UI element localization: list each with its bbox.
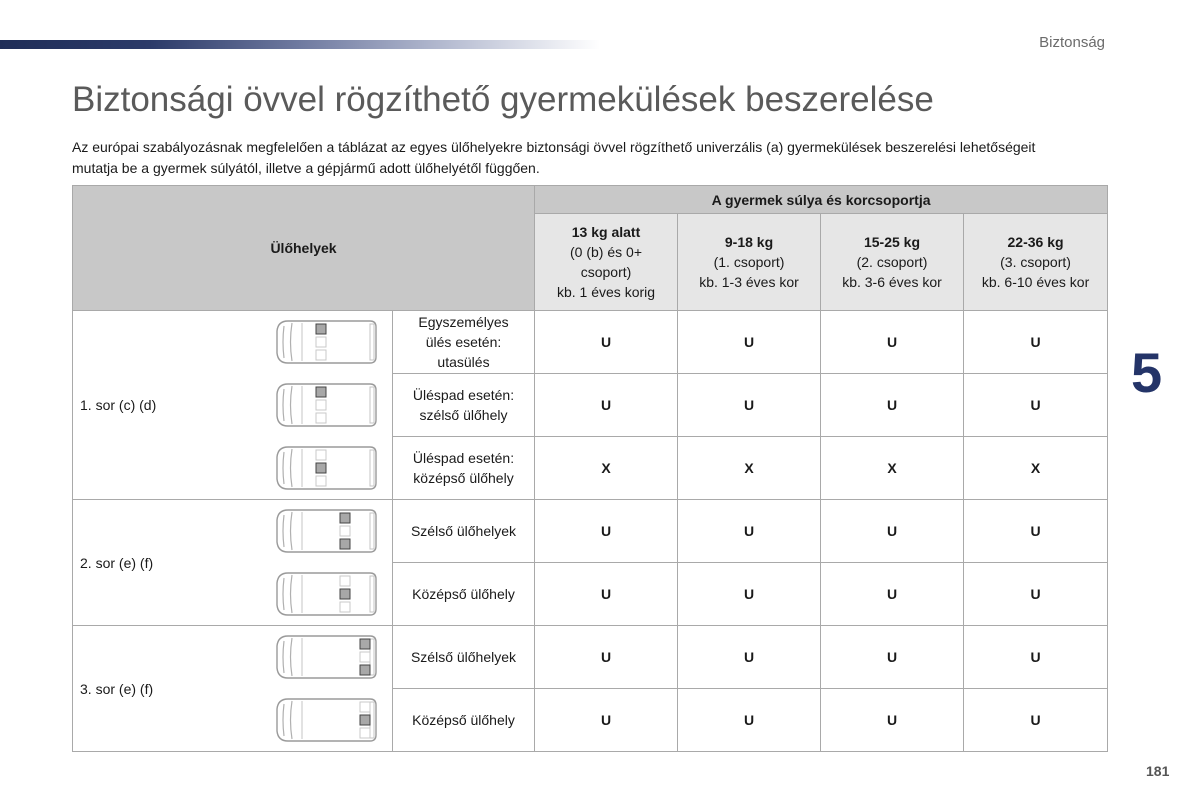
seat-row-label: 3. sor (e) (f) (80, 680, 154, 697)
section-name: Biztonság (1039, 34, 1105, 51)
suitability-value: X (678, 437, 821, 500)
seat-position-line: középső ülőhely (413, 470, 514, 486)
suitability-value: U (678, 626, 821, 689)
suitability-value: U (678, 311, 821, 374)
seat-row-label: 2. sor (e) (f) (80, 554, 154, 571)
weight-range: 9-18 kg (724, 234, 774, 250)
weight-column-header (535, 214, 678, 311)
child-seat-table (72, 185, 1108, 752)
table-row (73, 311, 1108, 374)
weight-column-note: kb. 1-3 éves kor (699, 274, 799, 290)
suitability-value: U (821, 563, 964, 626)
suitability-value: U (535, 311, 678, 374)
seat-position-line: utasülés (437, 354, 490, 370)
suitability-value: U (821, 626, 964, 689)
seat-row-group (73, 500, 393, 626)
page-title: Biztonsági övvel rögzíthető gyermekülések beszerelése (72, 80, 934, 119)
seat-position-line: Szélső ülőhelyek (410, 649, 517, 665)
weight-column-header (964, 214, 1108, 311)
suitability-value: U (964, 500, 1108, 563)
seat-position-description (393, 437, 535, 500)
car-diagram (274, 317, 378, 367)
seat-position-description (393, 311, 535, 374)
weight-column-note: (3. csoport) (1000, 254, 1071, 270)
suitability-value: U (535, 689, 678, 752)
seat-row-label: 1. sor (c) (d) (80, 397, 157, 413)
seat-position-line: Egyszemélyes (418, 314, 509, 330)
suitability-value: X (535, 437, 678, 500)
car-seat-diagram-icon (274, 506, 378, 556)
suitability-value: U (964, 374, 1108, 437)
seat-position-description (393, 689, 535, 752)
intro-paragraph: Az európai szabályozásnak megfelelően a táblázat az egyes ülőhelyekre biztonsági övvel rögzíthető univerzális (a) gyermekülések beszerelési lehetőségeit mutatja be a gyermek súlyától, illetve a gépjármű adott ülőhelyétől függően. (72, 139, 1036, 176)
seat-row-group (73, 626, 393, 752)
suitability-value: U (964, 626, 1108, 689)
weight-header: A gyermek súlya és korcsoportja (535, 186, 1108, 214)
seat-position-description (393, 563, 535, 626)
suitability-value: X (964, 437, 1108, 500)
weight-column-note: (2. csoport) (856, 254, 928, 270)
seat-position-line: Üléspad esetén: (412, 450, 515, 466)
seat-position-line: Középső ülőhely (412, 712, 515, 728)
car-diagram (274, 506, 378, 556)
weight-range: 13 kg alatt (571, 224, 641, 240)
table-row (73, 500, 1108, 563)
weight-column-note: csoport) (580, 264, 632, 280)
seat-position-line: Üléspad esetén: (412, 387, 515, 403)
weight-column-note: (0 (b) és 0+ (570, 244, 642, 260)
seats-header: Ülőhelyek (73, 186, 535, 311)
suitability-value: U (821, 689, 964, 752)
suitability-value: U (964, 563, 1108, 626)
suitability-value: U (678, 689, 821, 752)
suitability-value: U (821, 374, 964, 437)
suitability-value: U (678, 374, 821, 437)
weight-column-note: (1. csoport) (713, 254, 785, 270)
weight-column-header (678, 214, 821, 311)
seat-position-description (393, 500, 535, 563)
suitability-value: U (678, 500, 821, 563)
suitability-value: U (535, 374, 678, 437)
weight-column-note: kb. 3-6 éves kor (842, 274, 942, 290)
car-seat-diagram-icon (274, 632, 378, 682)
car-diagram (274, 695, 378, 745)
suitability-value: X (821, 437, 964, 500)
weight-range: 15-25 kg (863, 234, 921, 250)
seat-position-description (393, 626, 535, 689)
page-number: 181 (1146, 763, 1170, 779)
car-diagram (274, 380, 378, 430)
weight-column-header (821, 214, 964, 311)
car-seat-diagram-icon (274, 380, 378, 430)
suitability-value: U (535, 563, 678, 626)
suitability-value: U (821, 311, 964, 374)
suitability-value: U (964, 689, 1108, 752)
car-seat-diagram-icon (274, 317, 378, 367)
seat-position-line: Középső ülőhely (412, 586, 515, 602)
car-seat-diagram-icon (274, 569, 378, 619)
weight-range: 22-36 kg (1007, 234, 1064, 250)
header-stripe (0, 40, 600, 49)
seat-position-line: szélső ülőhely (419, 407, 508, 423)
car-seat-diagram-icon (274, 443, 378, 493)
seat-position-line: ülés esetén: (425, 334, 502, 350)
suitability-value: U (535, 500, 678, 563)
weight-column-note: kb. 1 éves korig (556, 284, 656, 300)
seat-position-line: Szélső ülőhelyek (410, 523, 517, 539)
table-row (73, 626, 1108, 689)
car-diagram (274, 569, 378, 619)
suitability-value: U (678, 563, 821, 626)
weight-column-note: kb. 6-10 éves kor (981, 274, 1090, 290)
suitability-value: U (821, 500, 964, 563)
seat-position-description (393, 374, 535, 437)
chapter-number: 5 (1131, 341, 1163, 404)
suitability-value: U (964, 311, 1108, 374)
suitability-value: U (535, 626, 678, 689)
car-seat-diagram-icon (274, 695, 378, 745)
car-diagram (274, 443, 378, 493)
seat-row-group (73, 311, 393, 500)
car-diagram (274, 632, 378, 682)
